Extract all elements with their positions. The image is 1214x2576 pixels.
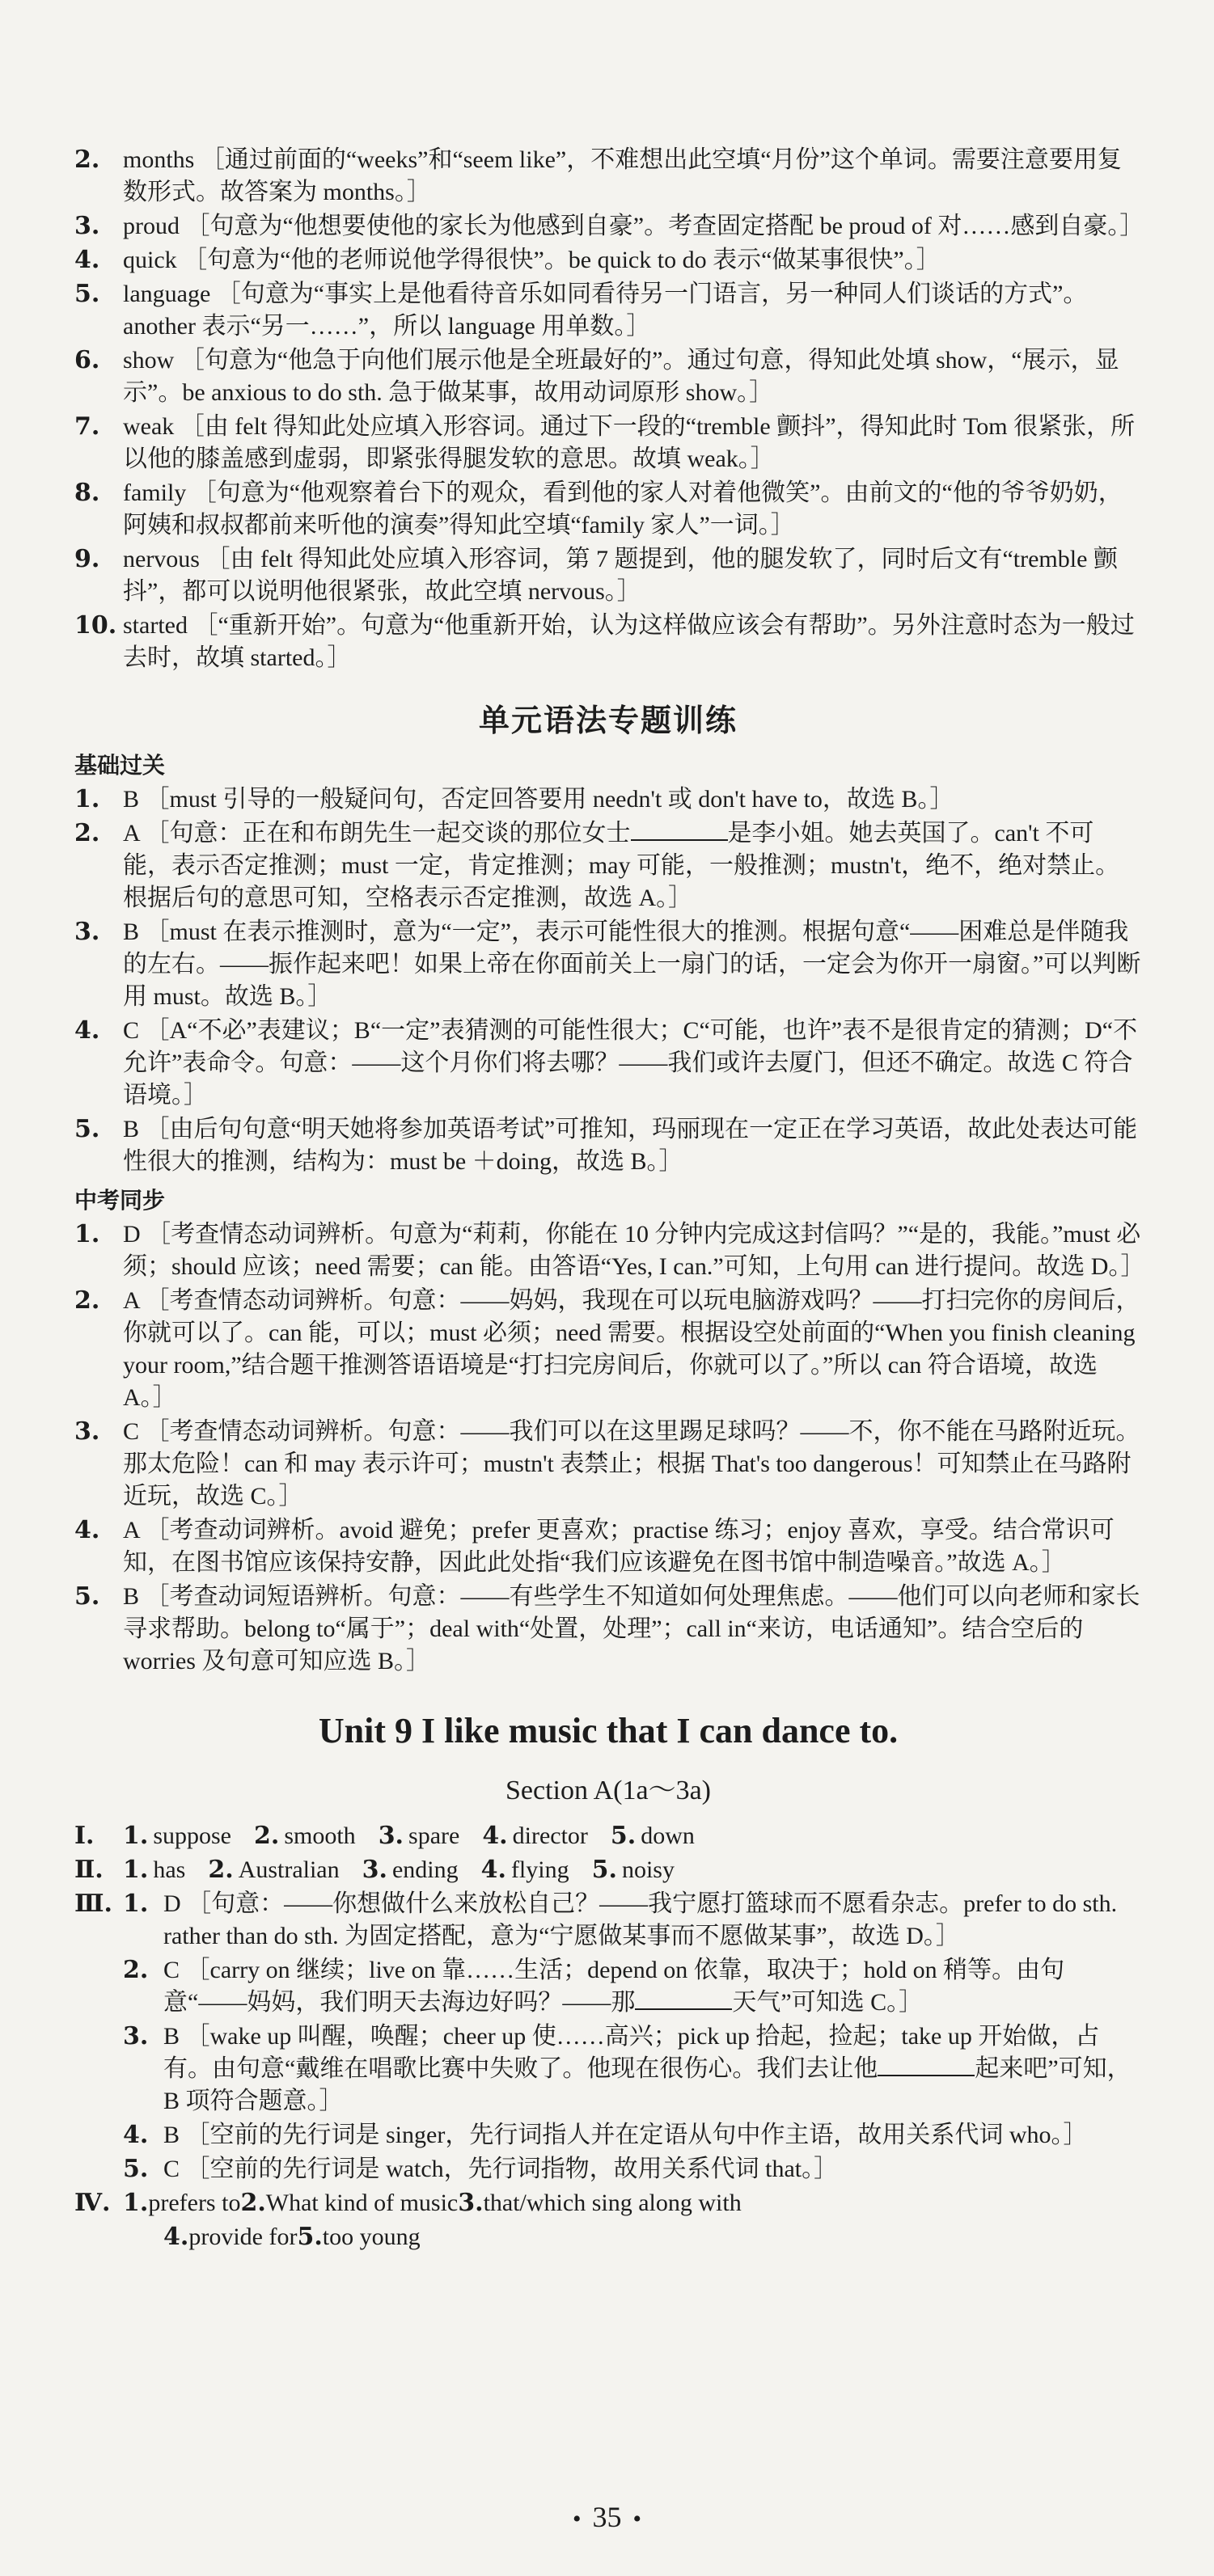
answer-text: What kind of music — [265, 2190, 459, 2216]
exercise-row — [74, 1854, 1142, 1886]
answer-word — [482, 1822, 588, 1850]
answer-number: 2. — [74, 146, 100, 174]
answer-text: 是李小姐。她去英国了。can't 不可能，表示否定推测；must 一定，肯定推测；may 可能，一般推测；mustn't，绝不，绝对禁止。根据后句的意思可知，空格表示否定推测，故选 A。］ — [123, 820, 1120, 911]
answer-word — [481, 1856, 569, 1884]
exercise-row — [74, 2221, 1142, 2253]
answer-item — [74, 2021, 1142, 2118]
answer-word — [208, 1856, 339, 1884]
answer-number: 7. — [74, 412, 100, 441]
answer-number: 5. — [74, 280, 100, 308]
answer-item — [74, 144, 1142, 209]
answer-text: C ［carry on 继续；live on 靠……生活；depend on 依靠，取决于；hold on 稍等。由句意“——妈妈，我们明天去海边好吗？——那 — [163, 1957, 1065, 2016]
exercise-label: Ⅲ. — [74, 1890, 112, 1918]
answer-text: B ［考查动词短语辨析。句意：——有些学生不知道如何处理焦虑。——他们可以向老师和家长寻求帮助。belong to“属于”；deal with“处置，处理”；call in“来访，电话通知”。结合空后的 worries 及句意可知应选 B。］ — [123, 1583, 1140, 1674]
answer-number: 5. — [297, 2223, 323, 2251]
answer-text: C ［考查情态动词辨析。句意：——我们可以在这里踢足球吗？——不，你不能在马路附近玩。那太危险！can 和 may 表示许可；mustn't 表禁止；根据 That's too dangerous！可知禁止在马路附近玩，故选 C。］ — [123, 1418, 1140, 1510]
unit-title: Unit 9 I like music that I can dance to. — [318, 1711, 899, 1750]
subsection-heading: 基础过关 — [74, 752, 166, 779]
answer-text: ending — [391, 1856, 459, 1883]
answer-text: B ［wake up 叫醒，唤醒；cheer up 使……高兴；pick up 拾起，捡起；take up 开始做，占有。由句意“戴维在唱歌比赛中失败了。他现在很伤心。我们去让他 — [163, 2023, 1100, 2082]
answer-text: prefers to — [148, 2190, 241, 2216]
answer-text: B ［must 引导的一般疑问句，否定回答要用 needn't 或 don't have to，故选 B。］ — [123, 786, 954, 813]
section-heading: Section A(1a～3a) — [505, 1776, 711, 1805]
answer-word — [362, 1856, 459, 1884]
answer-number: 3. — [74, 1417, 100, 1446]
answer-item — [74, 1514, 1142, 1579]
answer-item — [74, 1113, 1142, 1178]
answer-number: 3. — [123, 2022, 149, 2050]
answer-text: has — [153, 1856, 186, 1883]
answer-number: 1. — [123, 1890, 149, 1918]
answer-number: 9. — [74, 545, 100, 573]
answer-number: 3. — [74, 918, 100, 946]
answer-text: D ［句意：——你想做什么来放松自己？——我宁愿打篮球而不愿看杂志。prefer to do sth. rather than do sth. 为固定搭配，意为“宁愿做某事而不愿做某事”，故选 D。］ — [163, 1890, 1118, 1949]
answer-word — [297, 2223, 420, 2251]
answer-text: C ［空前的先行词是 watch，先行词指物，故用关系代词 that。］ — [163, 2156, 839, 2182]
answer-number: 10. — [74, 611, 117, 640]
answer-number: 1. — [123, 2189, 149, 2217]
answer-number: 5. — [123, 2155, 149, 2183]
answer-word — [123, 1856, 185, 1884]
answer-number: 5. — [610, 1822, 637, 1850]
answer-item — [74, 610, 1142, 674]
answer-number: 1. — [74, 785, 100, 813]
answer-number: 4. — [74, 246, 100, 274]
answer-item — [74, 916, 1142, 1013]
answer-text: Australian — [238, 1856, 340, 1883]
answer-number: 5. — [74, 1115, 100, 1143]
answer-word — [592, 1856, 675, 1884]
answer-word — [254, 1822, 356, 1850]
answer-item — [74, 411, 1142, 475]
answer-number: 3. — [378, 1822, 404, 1850]
answer-item — [74, 543, 1142, 608]
answer-text: D ［考查情态动词辨析。句意为“莉莉，你能在 10 分钟内完成这封信吗？”“是的，我能。”must 必须；should 应该；need 需要；can 能。由答语“Yes, I can.”可知，上句用 can 进行提问。故选 D。］ — [123, 1221, 1145, 1280]
answer-text: B ［由后句句意“明天她将参加英语考试”可推知，玛丽现在一定正在学习英语，故此处表达可能性很大的推测，结构为：must be ＋doing，故选 B。］ — [123, 1116, 1138, 1175]
answer-text: spare — [408, 1822, 460, 1849]
exercise-label: Ⅳ. — [74, 2189, 111, 2217]
answer-item — [74, 1581, 1142, 1678]
answer-number: 4. — [163, 2223, 189, 2251]
answer-item — [74, 278, 1142, 343]
answer-item — [74, 1888, 1142, 1953]
answer-number: 2. — [123, 1956, 149, 1984]
answer-item — [74, 1285, 1142, 1414]
answer-text: started ［“重新开始”。句意为“他重新开始，认为这样做应该会有帮助”。另外注意时态为一般过去时，故填 started。］ — [123, 612, 1135, 671]
answer-number: 4. — [74, 1016, 100, 1045]
answer-item — [74, 1416, 1142, 1513]
answer-number: 2. — [208, 1856, 234, 1884]
answer-text: A ［考查情态动词辨析。句意：——妈妈，我现在可以玩电脑游戏吗？——打扫完你的房间后，你就可以了。can 能，可以；must 必须；need 需要。根据设空处前面的“When you finish cleaning your room,”结合题干推测答语语境是“打扫完房间后，你就可以了。”所以 can 符合语境，故选 A。］ — [123, 1287, 1140, 1411]
answer-text: provide for — [188, 2223, 298, 2250]
answer-item — [74, 477, 1142, 542]
answer-text: language ［句意为“事实上是他看待音乐如同看待另一门语言，另一种同人们谈话的方式”。another 表示“另一……”，所以 language 用单数。］ — [123, 281, 1088, 340]
answer-text: weak ［由 felt 得知此处应填入形容词。通过下一段的“tremble 颤抖”，得知此时 Tom 很紧张，所以他的膝盖感到虚弱，即紧张得腿发软的意思。故填 weak。］ — [123, 413, 1136, 472]
answer-text: director — [512, 1822, 588, 1849]
answer-text: that/which sing along with — [483, 2190, 742, 2216]
answer-number: 1. — [74, 1220, 100, 1248]
answer-text: C ［A“不必”表建议；B“一定”表猜测的可能性很大；C“可能，也许”表不是很肯定的猜测；D“不允许”表命令。句意：——这个月你们将去哪？——我们或许去厦门，但还不确定。故选 C 符合语境。］ — [123, 1017, 1138, 1109]
answer-word — [163, 2223, 297, 2251]
answer-word — [379, 1822, 460, 1850]
subsection-heading: 中考同步 — [74, 1187, 166, 1214]
answer-text: 起来吧”可知，B 项符合题意。］ — [163, 2055, 1132, 2114]
answer-number: 2. — [74, 819, 100, 847]
answer-number: 6. — [74, 346, 100, 374]
answer-text: B ［空前的先行词是 singer，先行词指人并在定语从句中作主语，故用关系代词 who。］ — [163, 2122, 1088, 2148]
page-number-text: 35 — [592, 2501, 622, 2533]
answer-number: 2. — [74, 1286, 100, 1315]
answer-number: 2. — [254, 1822, 280, 1850]
answer-item — [74, 210, 1142, 243]
answer-item — [74, 344, 1142, 409]
answer-item — [74, 1015, 1142, 1112]
answer-text: B ［must 在表示推测时，意为“一定”，表示可能性很大的推测。根据句意“——困难总是伴随我的左右。——振作起来吧！如果上帝在你面前关上一扇门的话，一定会为你开一扇窗。”可以判断用 must。故选 B。］ — [123, 918, 1141, 1010]
answer-number: 4. — [74, 1516, 100, 1544]
answer-number: 4. — [123, 2121, 149, 2149]
answer-text: show ［句意为“他急于向他们展示他是全班最好的”。通过句意，得知此处填 show，“展示，显示”。be anxious to do sth. 急于做某事，故用动词原形 show。］ — [123, 347, 1119, 406]
answer-number: 5. — [591, 1856, 617, 1884]
answer-item — [74, 817, 1142, 914]
answer-number: 4. — [480, 1856, 506, 1884]
answer-text: proud ［句意为“他想要使他的家长为他感到自豪”。考查固定搭配 be proud of 对……感到自豪。］ — [123, 213, 1144, 239]
answer-number: 5. — [74, 1582, 100, 1611]
answer-item — [74, 783, 1142, 816]
answer-number: 3. — [362, 1856, 387, 1884]
answer-text: quick ［句意为“他的老师说他学得很快”。be quick to do 表示“做某事很快”。］ — [123, 247, 941, 273]
answer-item — [74, 2153, 1142, 2185]
exercise-row — [74, 2187, 1142, 2219]
section-title: 单元语法专题训练 — [478, 702, 738, 738]
blank-line — [631, 818, 728, 841]
blank-line — [635, 1987, 732, 2010]
answer-word — [458, 2189, 741, 2217]
answer-text: too young — [322, 2223, 421, 2250]
answer-word — [123, 1822, 231, 1850]
answer-text: flying — [510, 1856, 569, 1883]
page-number: • 35 • — [572, 2501, 642, 2533]
exercise-label: Ⅰ. — [74, 1822, 95, 1850]
answer-text: down — [641, 1822, 695, 1849]
answer-number: 3. — [74, 212, 100, 240]
blank-line — [878, 2054, 975, 2076]
answer-number: 3. — [458, 2189, 484, 2217]
answer-number: 1. — [123, 1856, 149, 1884]
answer-text: A ［句意：正在和布朗先生一起交谈的那位女士 — [123, 820, 631, 847]
answer-number: 2. — [240, 2189, 266, 2217]
answer-text: A ［考查动词辨析。avoid 避免；prefer 更喜欢；practise 练习；enjoy 喜欢，享受。结合常识可知，在图书馆应该保持安静，因此此处指“我们应该避免在图书馆中制造噪音。”故选 A。］ — [123, 1517, 1115, 1576]
answer-number: 1. — [123, 1822, 149, 1850]
answer-text: 天气”可知选 C。］ — [732, 1989, 924, 2016]
answer-number: 4. — [482, 1822, 508, 1850]
answer-text: nervous ［由 felt 得知此处应填入形容词，第 7 题提到，他的腿发软了，同时后文有“tremble 颤抖”，都可以说明他很紧张，故此空填 nervous。］ — [123, 546, 1118, 605]
exercise-label: Ⅱ. — [74, 1856, 104, 1884]
answer-word — [240, 2189, 458, 2217]
page-content — [74, 144, 1145, 2255]
answer-number: 8. — [74, 479, 100, 507]
answer-item — [74, 1954, 1142, 2019]
answer-item — [74, 244, 1142, 277]
answer-text: suppose — [153, 1822, 231, 1849]
answer-word — [123, 2189, 240, 2217]
answer-item — [74, 2119, 1142, 2152]
answer-text: smooth — [284, 1822, 356, 1849]
exercise-row — [74, 1820, 1142, 1852]
answer-item — [74, 1218, 1145, 1283]
answer-text: months ［通过前面的“weeks”和“seem like”，不难想出此空填“月份”这个单词。需要注意要用复数形式。故答案为 months。］ — [123, 146, 1122, 205]
answer-text: noisy — [621, 1856, 675, 1883]
answer-word — [611, 1822, 695, 1850]
answer-text: family ［句意为“他观察着台下的观众，看到他的家人对着他微笑”。由前文的“他的爷爷奶奶，阿姨和叔叔都前来听他的演奏”得知此空填“family 家人”一词。］ — [123, 479, 1123, 538]
